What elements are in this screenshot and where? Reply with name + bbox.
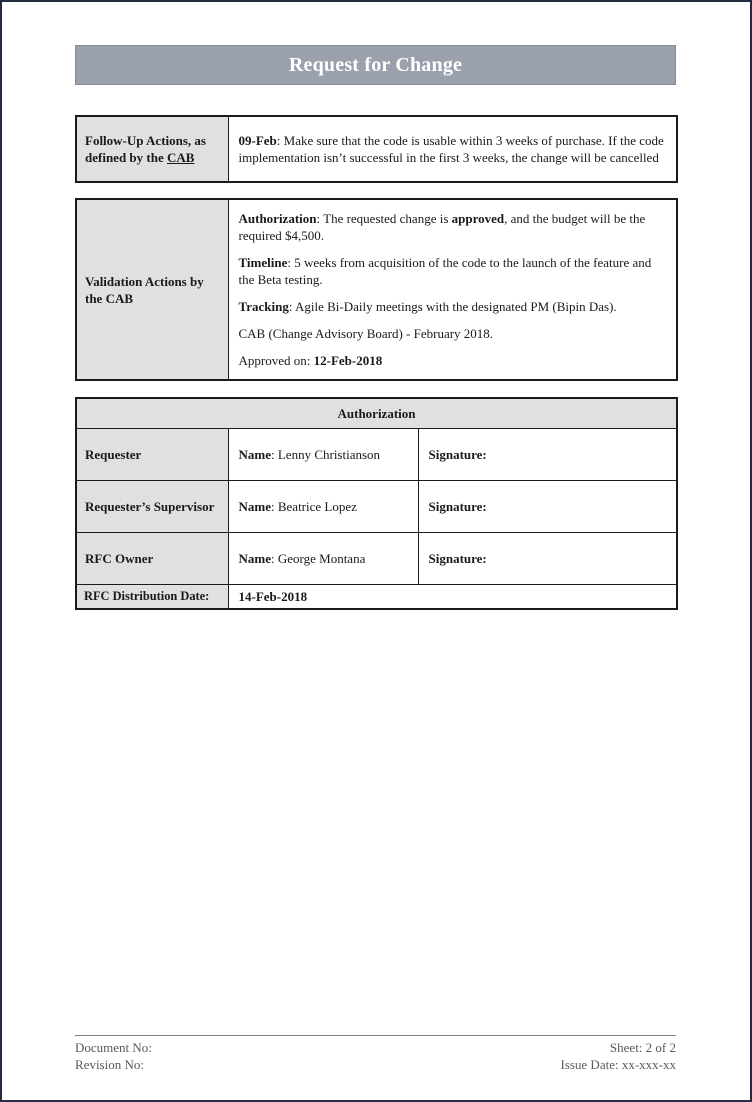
supervisor-name: : Beatrice Lopez: [271, 498, 357, 514]
cab-paragraph: [239, 325, 667, 342]
table-row: [76, 532, 677, 584]
follow-up-content-cell: [228, 116, 677, 182]
rfc-owner-name: : George Montana: [271, 550, 366, 566]
document-title-bar: [75, 45, 676, 85]
rfc-distribution-date-value-cell: 14-Feb-2018: [228, 584, 677, 609]
signature-label: Signature:: [428, 498, 487, 514]
approved-on-date: 12-Feb-2018: [313, 353, 383, 368]
name-label: Name: [238, 498, 271, 514]
validation-content-cell: [228, 199, 677, 380]
tracking-paragraph: [239, 298, 667, 315]
validation-label-cell: Validation Actions by the CAB: [76, 199, 228, 380]
authorization-paragraph: [239, 210, 667, 244]
tracking-term: Tracking: [238, 299, 289, 314]
page-title: Request for Change: [288, 53, 463, 76]
approved-on-text: Approved on:: [238, 353, 314, 368]
supervisor-role-cell: Requester’s Supervisor: [76, 480, 228, 532]
authorization-header-row: [76, 398, 677, 428]
sheet-number: Sheet: 2 of 2: [609, 1040, 676, 1055]
timeline-paragraph: [239, 254, 667, 288]
document-no-label: Document No:: [75, 1040, 152, 1055]
follow-up-actions-table: [75, 115, 678, 183]
page-footer: [75, 1035, 676, 1073]
authorization-table: [75, 397, 678, 610]
issue-date: Issue Date: xx-xxx-xx: [560, 1057, 676, 1072]
supervisor-signature-cell: [418, 480, 677, 532]
authorization-text: : The requested change is: [316, 211, 452, 226]
supervisor-name-cell: [228, 480, 418, 532]
authorization-term: Authorization: [238, 211, 317, 226]
follow-up-text: : Make sure that the code is usable within 3 weeks of purchase. If the code implementation isn’t successful in the first 3 weeks, the change will be cancelled: [238, 133, 664, 165]
signature-label: Signature:: [428, 446, 487, 462]
table-row: [76, 584, 677, 609]
name-label: Name: [238, 550, 271, 566]
timeline-text: : 5 weeks from acquisition of the code to the launch of the feature and the Beta testing.: [238, 255, 652, 287]
cab-underlined-text: CAB: [166, 150, 195, 165]
approved-term: approved: [451, 211, 505, 226]
rfc-owner-role-cell: RFC Owner: [76, 532, 228, 584]
footer-left-block: [75, 1039, 152, 1073]
table-row: [76, 480, 677, 532]
table-row: [76, 116, 677, 182]
validation-actions-table: [75, 198, 678, 381]
table-row: [76, 428, 677, 480]
cab-text: CAB (Change Advisory Board) - February 2018.: [238, 326, 494, 341]
footer-right-block: [560, 1039, 676, 1073]
rfc-owner-name-cell: [228, 532, 418, 584]
signature-label: Signature:: [428, 550, 487, 566]
rfc-distribution-date-label-cell: RFC Distribution Date:: [76, 584, 228, 609]
name-label: Name: [238, 446, 271, 462]
requester-signature-cell: [418, 428, 677, 480]
follow-up-label: Follow-Up Actions, as defined by the: [85, 133, 206, 165]
timeline-term: Timeline: [238, 255, 288, 270]
follow-up-date: 09-Feb: [238, 133, 277, 148]
requester-name: : Lenny Christianson: [271, 446, 381, 462]
table-row: [76, 199, 677, 380]
authorization-text-cont: , and the budget will be the required $4,500.: [238, 211, 646, 243]
rfc-owner-signature-cell: [418, 532, 677, 584]
requester-name-cell: [228, 428, 418, 480]
approved-on-paragraph: [239, 352, 667, 369]
follow-up-label-cell: [76, 116, 228, 182]
authorization-header: Authorization: [76, 398, 677, 428]
requester-role-cell: Requester: [76, 428, 228, 480]
tracking-text: : Agile Bi-Daily meetings with the designated PM (Bipin Das).: [288, 299, 617, 314]
revision-no-label: Revision No:: [75, 1057, 144, 1072]
